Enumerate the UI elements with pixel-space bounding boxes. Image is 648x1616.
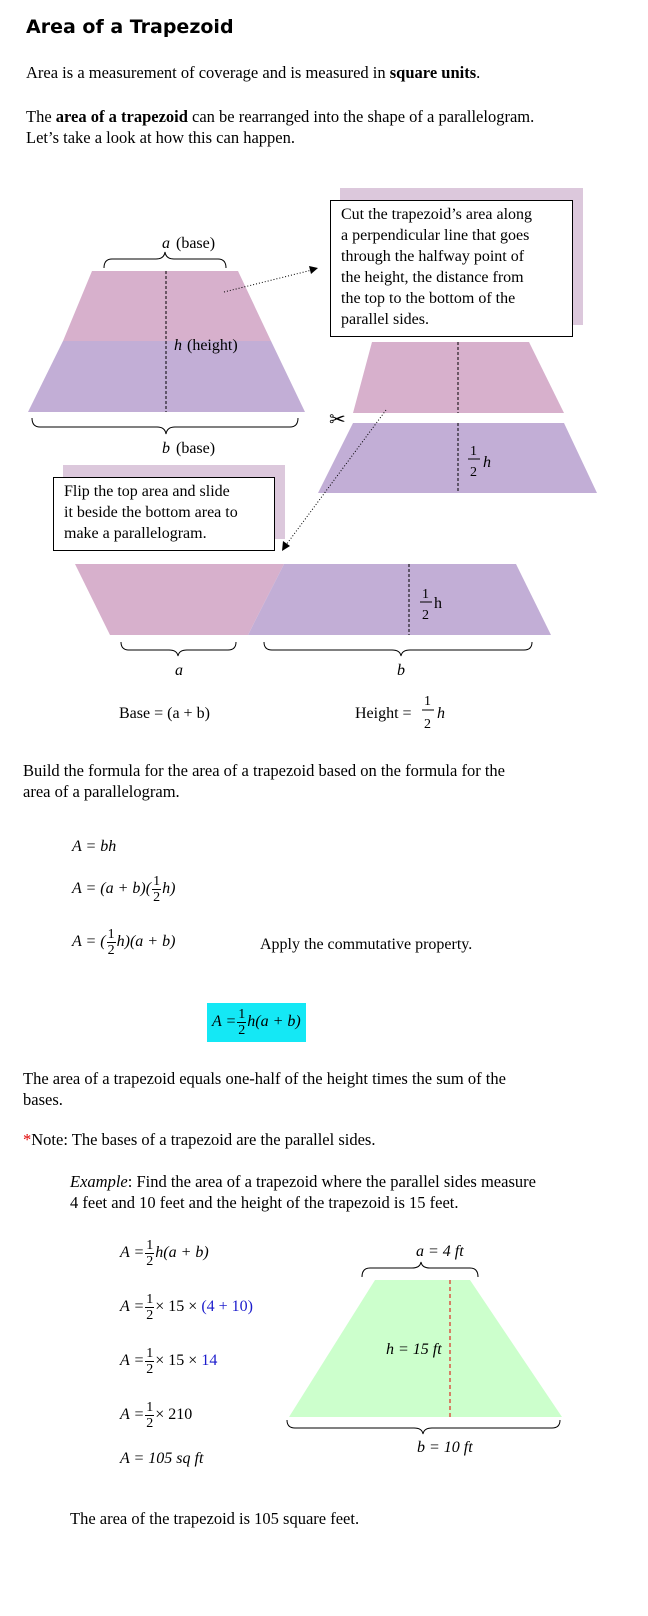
- a-base-label: (base): [176, 235, 216, 252]
- equation-3: [72, 927, 175, 958]
- flip-box-line: it beside the bottom area to: [64, 504, 238, 521]
- half-fraction: $\frac{1}{2}$: [146, 1400, 154, 1431]
- a-var: a: [162, 235, 170, 252]
- s3-pre: A =: [120, 1352, 145, 1370]
- equation-2: [72, 874, 175, 905]
- s3-mid: × 15 ×: [155, 1352, 198, 1370]
- example-trapezoid-figure: [0, 1230, 648, 1470]
- h-height-label: (height): [187, 337, 238, 354]
- intro-text: Let’s take a look at how this can happen.: [26, 128, 295, 147]
- conclusion-paragraph: [23, 1068, 506, 1110]
- s4-pre: A =: [120, 1406, 145, 1424]
- intro-text: can be rearranged into the shape of a parallelogram.: [187, 107, 535, 126]
- half-fraction: $\frac{1}{2}$: [146, 1292, 154, 1323]
- par-b-label: b: [397, 662, 405, 679]
- cut-box-line: the height, the distance from: [341, 269, 524, 286]
- height-formula: Height =: [355, 705, 412, 722]
- s2-pre: A =: [120, 1298, 145, 1316]
- example-paragraph: [70, 1171, 536, 1213]
- example-text: 4 feet and 10 feet and the height of the trapezoid is 15 feet.: [70, 1193, 459, 1212]
- arrow-head-icon: [309, 266, 318, 274]
- commutative-note: Apply the commutative property.: [260, 936, 473, 953]
- half-fraction: $\frac{1}{2}$: [146, 1346, 154, 1377]
- height-frac-den: 2: [424, 717, 431, 732]
- half-numerator: 1: [470, 444, 477, 459]
- cut-box-line: the top to the bottom of the: [341, 290, 516, 307]
- final-formula-highlight: [207, 1003, 306, 1042]
- eq3-pre: A = (: [72, 933, 106, 951]
- cut-box-line: Cut the trapezoid’s area along: [341, 206, 533, 223]
- height-h: h: [437, 705, 445, 722]
- flip-box-line: make a parallelogram.: [64, 525, 207, 542]
- conclusion-text: bases.: [23, 1090, 63, 1109]
- s3-blue: 14: [201, 1352, 218, 1370]
- bottom-base-brace: [32, 418, 298, 434]
- eq2-post: h): [162, 880, 176, 898]
- example-label: Example: [70, 1172, 128, 1191]
- intro-paragraph-2: [26, 106, 534, 148]
- example-text: : Find the area of a trapezoid where the parallel sides measure: [127, 1172, 536, 1191]
- final-pre: A =: [212, 1013, 237, 1031]
- s1-post: h(a + b): [155, 1244, 209, 1262]
- s4-post: × 210: [155, 1406, 193, 1424]
- s2-blue: (4 + 10): [201, 1298, 254, 1316]
- final-post: h(a + b): [247, 1013, 301, 1031]
- cut-box-line: through the halfway point of: [341, 248, 525, 265]
- par-b-brace: [264, 642, 532, 656]
- intro-text: Area is a measurement of coverage and is measured in: [26, 63, 390, 82]
- note-star: *: [23, 1130, 32, 1149]
- build-text: Build the formula for the area of a trapezoid based on the formula for the: [23, 761, 505, 780]
- intro-paragraph-1: [26, 62, 480, 83]
- note-line: [23, 1129, 375, 1150]
- scissors-icon: ✂: [329, 409, 346, 431]
- top-base-brace: [104, 252, 226, 268]
- cut-instruction-box: [330, 200, 573, 337]
- fig-a-label: a = 4 ft: [416, 1243, 464, 1260]
- example-result: The area of the trapezoid is 105 square feet.: [70, 1509, 360, 1528]
- equation-1: A = bh: [72, 838, 117, 855]
- build-formula-paragraph: [23, 760, 505, 802]
- cut-box-line: parallel sides.: [341, 311, 429, 328]
- b-base-label: (base): [176, 440, 216, 457]
- fig-h-label: h = 15 ft: [386, 1341, 442, 1358]
- parallelogram-flipped-piece: [75, 564, 284, 635]
- par-half-denominator: 2: [422, 608, 429, 623]
- note-text: Note: The bases of a trapezoid are the parallel sides.: [31, 1130, 376, 1149]
- par-h: h: [434, 595, 442, 612]
- page-title: Area of a Trapezoid: [26, 16, 234, 38]
- half-fraction: $\frac{1}{2}$: [107, 927, 115, 958]
- half-fraction: $\frac{1}{2}$: [238, 1007, 246, 1038]
- flip-instruction-box: [53, 477, 275, 551]
- h-var: h: [174, 337, 182, 354]
- intro-text: The: [26, 107, 56, 126]
- par-half-numerator: 1: [422, 587, 429, 602]
- example-step-5: A = 105 sq ft: [120, 1450, 204, 1467]
- fig-a-brace: [362, 1262, 478, 1277]
- par-a-label: a: [175, 662, 183, 679]
- cut-box-line: a perpendicular line that goes: [341, 227, 530, 244]
- intro-bold: square units: [389, 63, 477, 82]
- intro-text: .: [476, 63, 481, 82]
- b-var: b: [162, 440, 170, 457]
- s2-mid: × 15 ×: [155, 1298, 198, 1316]
- fig-b-brace: [287, 1420, 560, 1434]
- trapezoid-top-half: [63, 271, 271, 341]
- half-h: h: [483, 454, 491, 471]
- s1-pre: A =: [120, 1244, 145, 1262]
- eq3-post: h)(a + b): [116, 933, 176, 951]
- build-text: area of a parallelogram.: [23, 782, 180, 801]
- half-denominator: 2: [470, 465, 477, 480]
- eq2-pre: A = (a + b)(: [72, 880, 152, 898]
- arrow-head-icon: [282, 541, 290, 551]
- intro-bold: area of a trapezoid: [55, 107, 188, 126]
- height-frac-num: 1: [424, 694, 431, 709]
- half-fraction: $\frac{1}{2}$: [146, 1238, 154, 1269]
- fig-b-label: b = 10 ft: [417, 1439, 473, 1456]
- parallelogram-bottom-piece: [248, 564, 551, 635]
- par-a-brace: [121, 642, 236, 656]
- flip-box-line: Flip the top area and slide: [64, 483, 230, 500]
- base-formula: Base = (a + b): [119, 705, 210, 722]
- conclusion-text: The area of a trapezoid equals one-half of the height times the sum of the: [23, 1069, 506, 1088]
- half-fraction: $\frac{1}{2}$: [153, 874, 161, 905]
